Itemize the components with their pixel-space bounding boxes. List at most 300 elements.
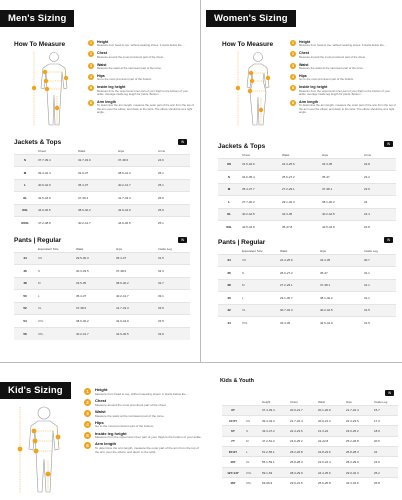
size-cell: 56 <box>14 327 36 340</box>
legend-title: Height <box>299 40 311 44</box>
legend-item <box>290 100 396 115</box>
equivalent-size-cell: L <box>36 290 74 303</box>
womens-jackets-unit-toggle[interactable]: IN <box>384 141 393 147</box>
column-header: Inside Leg <box>364 248 378 253</box>
hips-cell: 40.2-42.5 <box>320 208 362 221</box>
table-row <box>218 267 396 280</box>
waist-cell: 40.2-41.7 <box>74 327 114 340</box>
legend-description: Measure around the most prominent part of the chest. <box>299 54 366 59</box>
womens-pants-table <box>218 248 396 329</box>
column-header: Inside Leg <box>158 246 172 251</box>
mens-measure-legend <box>88 40 194 118</box>
chest-cell: 25.2-26.8 <box>288 447 316 457</box>
column-header: Waist <box>78 148 86 153</box>
chest-cell: 40.9-42.9 <box>36 179 76 192</box>
size-cell: XXL <box>14 204 36 217</box>
table-row <box>14 315 190 328</box>
womens-pants-title: Pants | Regular <box>218 239 266 246</box>
column-header: Hips <box>116 246 123 251</box>
number-badge-icon: 3 <box>89 62 93 68</box>
equivalent-size-cell: XL <box>244 457 260 467</box>
legend-title: Height <box>95 387 108 392</box>
mens-jackets-table <box>14 148 190 229</box>
legend-item <box>84 410 202 418</box>
hips-cell: 34.3-35 <box>318 254 362 267</box>
hips-cell: 41.7-43.3 <box>116 192 156 205</box>
waist-cell: 20.1-20.9 <box>316 405 344 415</box>
legend-description: Go to the most prominent part of the bottom. <box>95 424 155 429</box>
table-row <box>14 167 190 180</box>
number-badge-icon: 4 <box>89 73 93 79</box>
legend-item <box>84 388 202 396</box>
height-cell: 55.1-59.1 <box>260 457 288 467</box>
legend-title: Inside leg height <box>97 85 126 90</box>
table-row <box>222 426 398 436</box>
kids-measure-legend <box>84 388 202 457</box>
size-cell: M <box>218 183 240 196</box>
column-header: Equivalent Size <box>38 246 59 251</box>
size-cell: 48 <box>14 277 36 290</box>
size-cell: 38 <box>218 279 240 292</box>
legend-title: Arm length <box>299 99 318 104</box>
hips-cell: 29.9-32.3 <box>344 467 372 477</box>
legend-item <box>84 432 202 440</box>
inside-leg-cell: 31.5 <box>362 317 396 330</box>
legend-description: Measure from the uppermost inner part of your thigh to the bottom of your ankle. Average inside leg length for pants. Bottom ... <box>299 88 391 97</box>
number-badge-icon: 1 <box>89 40 93 45</box>
kids-table <box>222 399 398 488</box>
mens-pants-table <box>14 246 190 340</box>
number-badge-icon: 2 <box>89 51 93 57</box>
waist-cell: 35.4-37 <box>74 290 114 303</box>
age-cell: 7Y <box>222 436 244 446</box>
arms-cell: 24.6 <box>156 154 190 167</box>
legend-description: Go to the most prominent part of the bottom. <box>299 77 355 82</box>
hips-cell: 35.4-37 <box>114 252 156 265</box>
number-badge-icon: 3 <box>84 410 91 417</box>
legend-title: Hips <box>95 419 104 425</box>
legend-description: Measure around the most prominent part of the chest. <box>95 402 167 407</box>
column-header: Chest <box>38 148 46 153</box>
arms-cell: 24.8 <box>362 221 396 234</box>
table-row <box>218 292 396 305</box>
table-row <box>218 317 396 330</box>
hips-cell: 40.2-41.7 <box>114 290 156 303</box>
height-cell: 43.3-47.2 <box>260 426 288 436</box>
legend-item <box>88 63 194 71</box>
hips-cell: 28.3-29.9 <box>344 457 372 467</box>
size-cell: 40 <box>218 292 240 305</box>
chest-cell: 28.3-29.9 <box>288 467 316 477</box>
arms-cell: 25.9 <box>156 192 190 205</box>
womens-sizing-title: Women's Sizing <box>206 10 296 27</box>
legend-description: To determine the arm length, measure the outer part of the arm from the top of the arm over the elbow, and down to the wrist. <box>95 446 199 454</box>
equivalent-size-cell: XS <box>244 415 260 425</box>
age-cell: 6Y <box>222 426 244 436</box>
size-cell: XL <box>14 192 36 205</box>
table-row <box>14 277 190 290</box>
chest-cell: 39.4-42.4 <box>36 167 76 180</box>
hips-cell: 44.9-46.5 <box>116 217 156 230</box>
number-badge-icon: 4 <box>84 421 91 428</box>
womens-jackets-table <box>218 152 396 233</box>
size-cell: S <box>14 154 36 167</box>
legend-title: Inside leg height <box>95 430 127 436</box>
mens-jackets-title: Jackets & Tops <box>14 139 62 146</box>
waist-cell: 32.3-35 <box>278 317 318 330</box>
table-row <box>14 204 190 217</box>
column-header: Chest <box>290 399 298 404</box>
age-cell: 8Y-9Y <box>222 447 244 457</box>
mens-pants-title: Pants | Regular <box>14 237 62 244</box>
hips-cell: 35-37 <box>320 171 362 184</box>
chest-cell: 32.6-35.4 <box>240 171 280 184</box>
table-row <box>218 221 396 234</box>
column-header: Inside Leg <box>374 399 388 404</box>
hips-cell: 38.1-40.2 <box>318 292 362 305</box>
legend-description: Measure from head to toe, without wearing shoes. It starts below the ... <box>97 43 185 48</box>
legend-description: Go to the most prominent part of the bottom. <box>97 77 153 82</box>
age-cell: 4Y-5Y <box>222 415 244 425</box>
size-cell: 54 <box>14 315 36 328</box>
hips-cell: 40.2-42.5 <box>318 304 362 317</box>
arms-cell: 25.9 <box>156 204 190 217</box>
legend-item <box>88 74 194 82</box>
arms-cell: 23.2 <box>362 171 396 184</box>
table-row <box>14 217 190 230</box>
waist-cell: 25.6-27.2 <box>280 171 320 184</box>
inside-leg-cell: 31.5 <box>362 304 396 317</box>
number-badge-icon: 4 <box>291 73 295 79</box>
chest-cell: 37.7-39.4 <box>36 154 76 167</box>
column-header: Hips <box>320 248 327 253</box>
table-row <box>218 171 396 184</box>
size-cell: 42 <box>218 304 240 317</box>
equivalent-size-cell <box>244 405 260 415</box>
waist-cell: 27.2-29.1 <box>280 183 320 196</box>
column-header: Hips <box>322 152 329 157</box>
inside-leg-cell: 25.2 <box>372 467 398 477</box>
equivalent-size-cell: S <box>240 267 278 280</box>
horizontal-divider <box>0 362 402 363</box>
kids-sizing-panel <box>0 364 402 500</box>
chest-cell: 40.2-42.5 <box>240 208 280 221</box>
legend-title: Arm length <box>97 99 116 104</box>
womens-sizing-panel <box>202 0 402 362</box>
chest-cell: 42.5-44.9 <box>36 192 76 205</box>
hips-cell: 37-38.6 <box>116 154 156 167</box>
hips-cell: 42.9-44.9 <box>116 204 156 217</box>
column-header: Waist <box>280 248 288 253</box>
arms-cell: 23.6 <box>362 183 396 196</box>
waist-cell: 37-38.6 <box>74 302 114 315</box>
equivalent-size-cell: XXL <box>244 467 260 477</box>
table-row <box>222 478 398 488</box>
legend-item <box>84 421 202 429</box>
legend-item <box>88 40 194 48</box>
height-cell: 47.2-51.2 <box>260 436 288 446</box>
equivalent-size-cell: S <box>36 265 74 278</box>
legend-title: Waist <box>97 62 107 67</box>
legend-description: Measure around the most prominent part of the chest. <box>97 54 164 59</box>
legend-item <box>88 100 194 115</box>
size-cell: 52 <box>14 302 36 315</box>
legend-title: Inside leg height <box>299 85 328 90</box>
number-badge-icon: 1 <box>291 40 295 45</box>
chest-cell: 29.9-31.5 <box>288 478 316 488</box>
waist-cell: 22-22.8 <box>316 436 344 446</box>
size-cell: 36 <box>218 267 240 280</box>
number-badge-icon: 6 <box>291 99 295 105</box>
inside-leg-cell: 31.1 <box>362 292 396 305</box>
chest-cell: 35.4-37.7 <box>240 183 280 196</box>
waist-cell: 29.5-30.3 <box>74 252 114 265</box>
legend-description: To determine the arm length, measure the outer part of the arm from the top of the arm over the elbow, and down to the wrist. The elbow should be at a right angle. <box>97 103 194 115</box>
legend-item <box>84 399 202 407</box>
hips-cell: 42.5-44.9 <box>320 221 362 234</box>
size-cell: XXXL <box>14 217 36 230</box>
hips-cell: 42.5-44.9 <box>318 317 362 330</box>
column-header: Waist <box>282 152 290 157</box>
number-badge-icon: 1 <box>84 388 91 395</box>
hips-cell: 26.8-28.3 <box>344 447 372 457</box>
hips-cell: 35-37 <box>318 267 362 280</box>
waist-cell: 24.4-25.6 <box>280 158 320 171</box>
waist-cell: 32.3-35 <box>280 208 320 221</box>
equivalent-size-cell: XS <box>240 254 278 267</box>
arms-cell: 25.1 <box>156 167 190 180</box>
inside-leg-cell: 31.1 <box>362 267 396 280</box>
equivalent-size-cell: XXL <box>240 317 278 330</box>
legend-title: Chest <box>97 51 107 56</box>
table-row <box>218 254 396 267</box>
age-cell: 10Y <box>222 457 244 467</box>
legend-title: Chest <box>299 51 309 56</box>
table-row <box>14 179 190 192</box>
table-row <box>218 158 396 171</box>
inside-leg-cell: 33.5 <box>156 315 190 328</box>
waist-cell: 37-39.4 <box>76 192 116 205</box>
waist-cell: 38.6-40.2 <box>76 204 116 217</box>
legend-title: Chest <box>95 397 107 403</box>
womens-how-to-measure-title: How To Measure <box>222 41 274 48</box>
womens-body-figure <box>232 50 284 130</box>
age-cell: 16Y <box>222 478 244 488</box>
number-badge-icon: 2 <box>84 399 91 406</box>
table-row <box>222 405 398 415</box>
table-row <box>222 467 398 477</box>
table-row <box>222 436 398 446</box>
mens-sizing-panel <box>0 0 200 362</box>
legend-item <box>88 51 194 59</box>
size-cell: 44 <box>218 317 240 330</box>
table-row <box>218 208 396 221</box>
mens-body-figure <box>28 50 80 130</box>
kids-unit-toggle[interactable]: IN <box>385 390 394 396</box>
waist-cell: 32.7-33.9 <box>76 154 116 167</box>
size-cell: L <box>14 179 36 192</box>
number-badge-icon: 5 <box>84 432 91 439</box>
inside-leg-cell: 20.5 <box>372 436 398 446</box>
waist-cell: 22.8-23.6 <box>316 447 344 457</box>
number-badge-icon: 6 <box>89 99 93 105</box>
column-header: Height <box>262 399 271 404</box>
legend-item <box>290 63 396 71</box>
womens-jackets-title: Jackets & Tops <box>218 143 266 150</box>
arms-cell: 24 <box>362 196 396 209</box>
size-cell: XS <box>218 158 240 171</box>
legend-item <box>290 40 396 48</box>
waist-cell: 30.3-33.5 <box>74 265 114 278</box>
inside-leg-cell: 18.9 <box>372 426 398 436</box>
number-badge-icon: 3 <box>291 62 295 68</box>
size-cell: 50 <box>14 290 36 303</box>
waist-cell: 21.3-22 <box>316 426 344 436</box>
waist-cell: 20.9-21.3 <box>316 415 344 425</box>
hips-cell: 25.2-26.8 <box>344 436 372 446</box>
equivalent-size-cell: M <box>240 279 278 292</box>
legend-item <box>290 74 396 82</box>
size-cell: M <box>14 167 36 180</box>
column-header: Waist <box>318 399 326 404</box>
column-header: Chest <box>242 152 250 157</box>
kids-body-figure <box>14 404 74 496</box>
number-badge-icon: 5 <box>291 85 295 91</box>
height-cell: 39.4-43.3 <box>260 415 288 425</box>
size-cell: 44 <box>14 252 36 265</box>
arms-cell: 22.8 <box>362 158 396 171</box>
legend-title: Height <box>97 40 109 44</box>
size-cell: 46 <box>14 265 36 278</box>
legend-description: Measure the waist at the narrowest part of the torso. <box>97 66 162 71</box>
mens-pants-unit-toggle[interactable]: IN <box>178 237 187 243</box>
chest-cell: 37.7-40.2 <box>240 196 280 209</box>
vertical-divider <box>200 0 201 362</box>
column-header: Hips <box>346 399 352 404</box>
hips-cell: 32.3-34.6 <box>344 478 372 488</box>
waist-cell: 25.6-27.2 <box>278 267 318 280</box>
inside-leg-cell: 23.6 <box>372 457 398 467</box>
equivalent-size-cell: 3XL <box>244 478 260 488</box>
table-row <box>14 302 190 315</box>
waist-cell: 27.2-29.1 <box>278 279 318 292</box>
inside-leg-cell: 31.1 <box>362 279 396 292</box>
height-cell: 59.1-63 <box>260 467 288 477</box>
waist-cell: 30.7-32.3 <box>278 304 318 317</box>
hips-cell: 38.6-40.2 <box>114 277 156 290</box>
column-header: Equivalent Size <box>242 248 263 253</box>
number-badge-icon: 2 <box>291 51 295 57</box>
equivalent-size-cell: XL <box>36 302 74 315</box>
waist-cell: 40.2-41.7 <box>76 217 116 230</box>
waist-cell: 25.6-26.8 <box>316 478 344 488</box>
mens-sizing-title: Men's Sizing <box>0 10 74 27</box>
waist-cell: 35-37.8 <box>280 221 320 234</box>
chest-cell: 42.5-44.9 <box>240 221 280 234</box>
chest-cell: 23.6-25.2 <box>288 436 316 446</box>
table-row <box>14 154 190 167</box>
age-cell: 12Y-14Y <box>222 467 244 477</box>
hips-cell: 37-38.1 <box>318 279 362 292</box>
inside-leg-cell: 32.3 <box>156 265 190 278</box>
number-badge-icon: 6 <box>84 442 91 449</box>
legend-item <box>290 85 396 96</box>
womens-pants-unit-toggle[interactable]: IN <box>384 237 393 243</box>
hips-cell: 40.2-41.7 <box>116 179 156 192</box>
womens-measure-legend <box>290 40 396 118</box>
equivalent-size-cell: M <box>36 277 74 290</box>
legend-description: Measure from the uppermost inner part of your thigh to the bottom of your ankle. <box>95 435 202 440</box>
legend-title: Waist <box>95 408 106 414</box>
table-row <box>14 265 190 278</box>
table-row <box>222 457 398 467</box>
inside-leg-cell: 33.5 <box>156 302 190 315</box>
equivalent-size-cell: M <box>244 436 260 446</box>
waist-cell: 24.4-25.6 <box>316 467 344 477</box>
arms-cell: 24.4 <box>362 208 396 221</box>
waist-cell: 38.6-40.2 <box>74 315 114 328</box>
column-header: Hips <box>118 148 125 153</box>
legend-description: Measure from the uppermost inner part of your thigh to the bottom of your ankle. Average inside leg length for pants. Bottom ... <box>97 88 189 97</box>
arms-cell: 25.1 <box>156 179 190 192</box>
table-row <box>14 290 190 303</box>
chest-cell: 20.9-21.7 <box>288 405 316 415</box>
number-badge-icon: 5 <box>89 85 93 91</box>
chest-cell: 26.8-28.3 <box>288 457 316 467</box>
table-row <box>222 415 398 425</box>
size-cell: XL <box>218 208 240 221</box>
inside-leg-cell: 17.3 <box>372 415 398 425</box>
chest-cell: 44.9-46.5 <box>36 204 76 217</box>
table-row <box>218 279 396 292</box>
age-cell: 3Y <box>222 405 244 415</box>
size-cell: L <box>218 196 240 209</box>
equivalent-size-cell: XL <box>240 304 278 317</box>
hips-cell: 22.4-23.6 <box>344 415 372 425</box>
table-row <box>218 196 396 209</box>
column-header: Waist <box>76 246 84 251</box>
table-row <box>14 192 190 205</box>
legend-title: Hips <box>299 73 307 78</box>
inside-leg-cell: 30.7 <box>362 254 396 267</box>
inside-leg-cell: 32.7 <box>156 277 190 290</box>
waist-cell: 35.4-37 <box>76 179 116 192</box>
waist-cell: 23.6-24.4 <box>316 457 344 467</box>
equivalent-size-cell: 3XL <box>36 327 74 340</box>
inside-leg-cell: 22 <box>372 447 398 457</box>
kids-sizing-title: Kid's Sizing <box>0 382 71 399</box>
equivalent-size-cell: L <box>240 292 278 305</box>
legend-title: Waist <box>299 62 309 67</box>
chest-cell: 21.7-22.4 <box>288 415 316 425</box>
waist-cell: 33.9-37 <box>76 167 116 180</box>
hips-cell: 38.6-41.3 <box>116 167 156 180</box>
waist-cell: 24.4-25.6 <box>278 254 318 267</box>
equivalent-size-cell: L <box>244 447 260 457</box>
equivalent-size-cell: XS <box>36 252 74 265</box>
legend-description: Measure from head to toe, without wearing shoes. It starts below the ... <box>299 43 387 48</box>
legend-description: Measure from head to toe, without wearing shoes. It starts below the ... <box>95 391 190 396</box>
height-cell: 37.4-39.4 <box>260 405 288 415</box>
table-row <box>218 183 396 196</box>
column-header: Arms <box>158 148 165 153</box>
equivalent-size-cell: S <box>244 426 260 436</box>
size-cell: 34 <box>218 254 240 267</box>
arms-cell: 25.1 <box>156 217 190 230</box>
hips-cell: 34.3-35 <box>320 158 362 171</box>
waist-cell: 29.1-30.7 <box>278 292 318 305</box>
mens-jackets-unit-toggle[interactable]: IN <box>178 139 187 145</box>
